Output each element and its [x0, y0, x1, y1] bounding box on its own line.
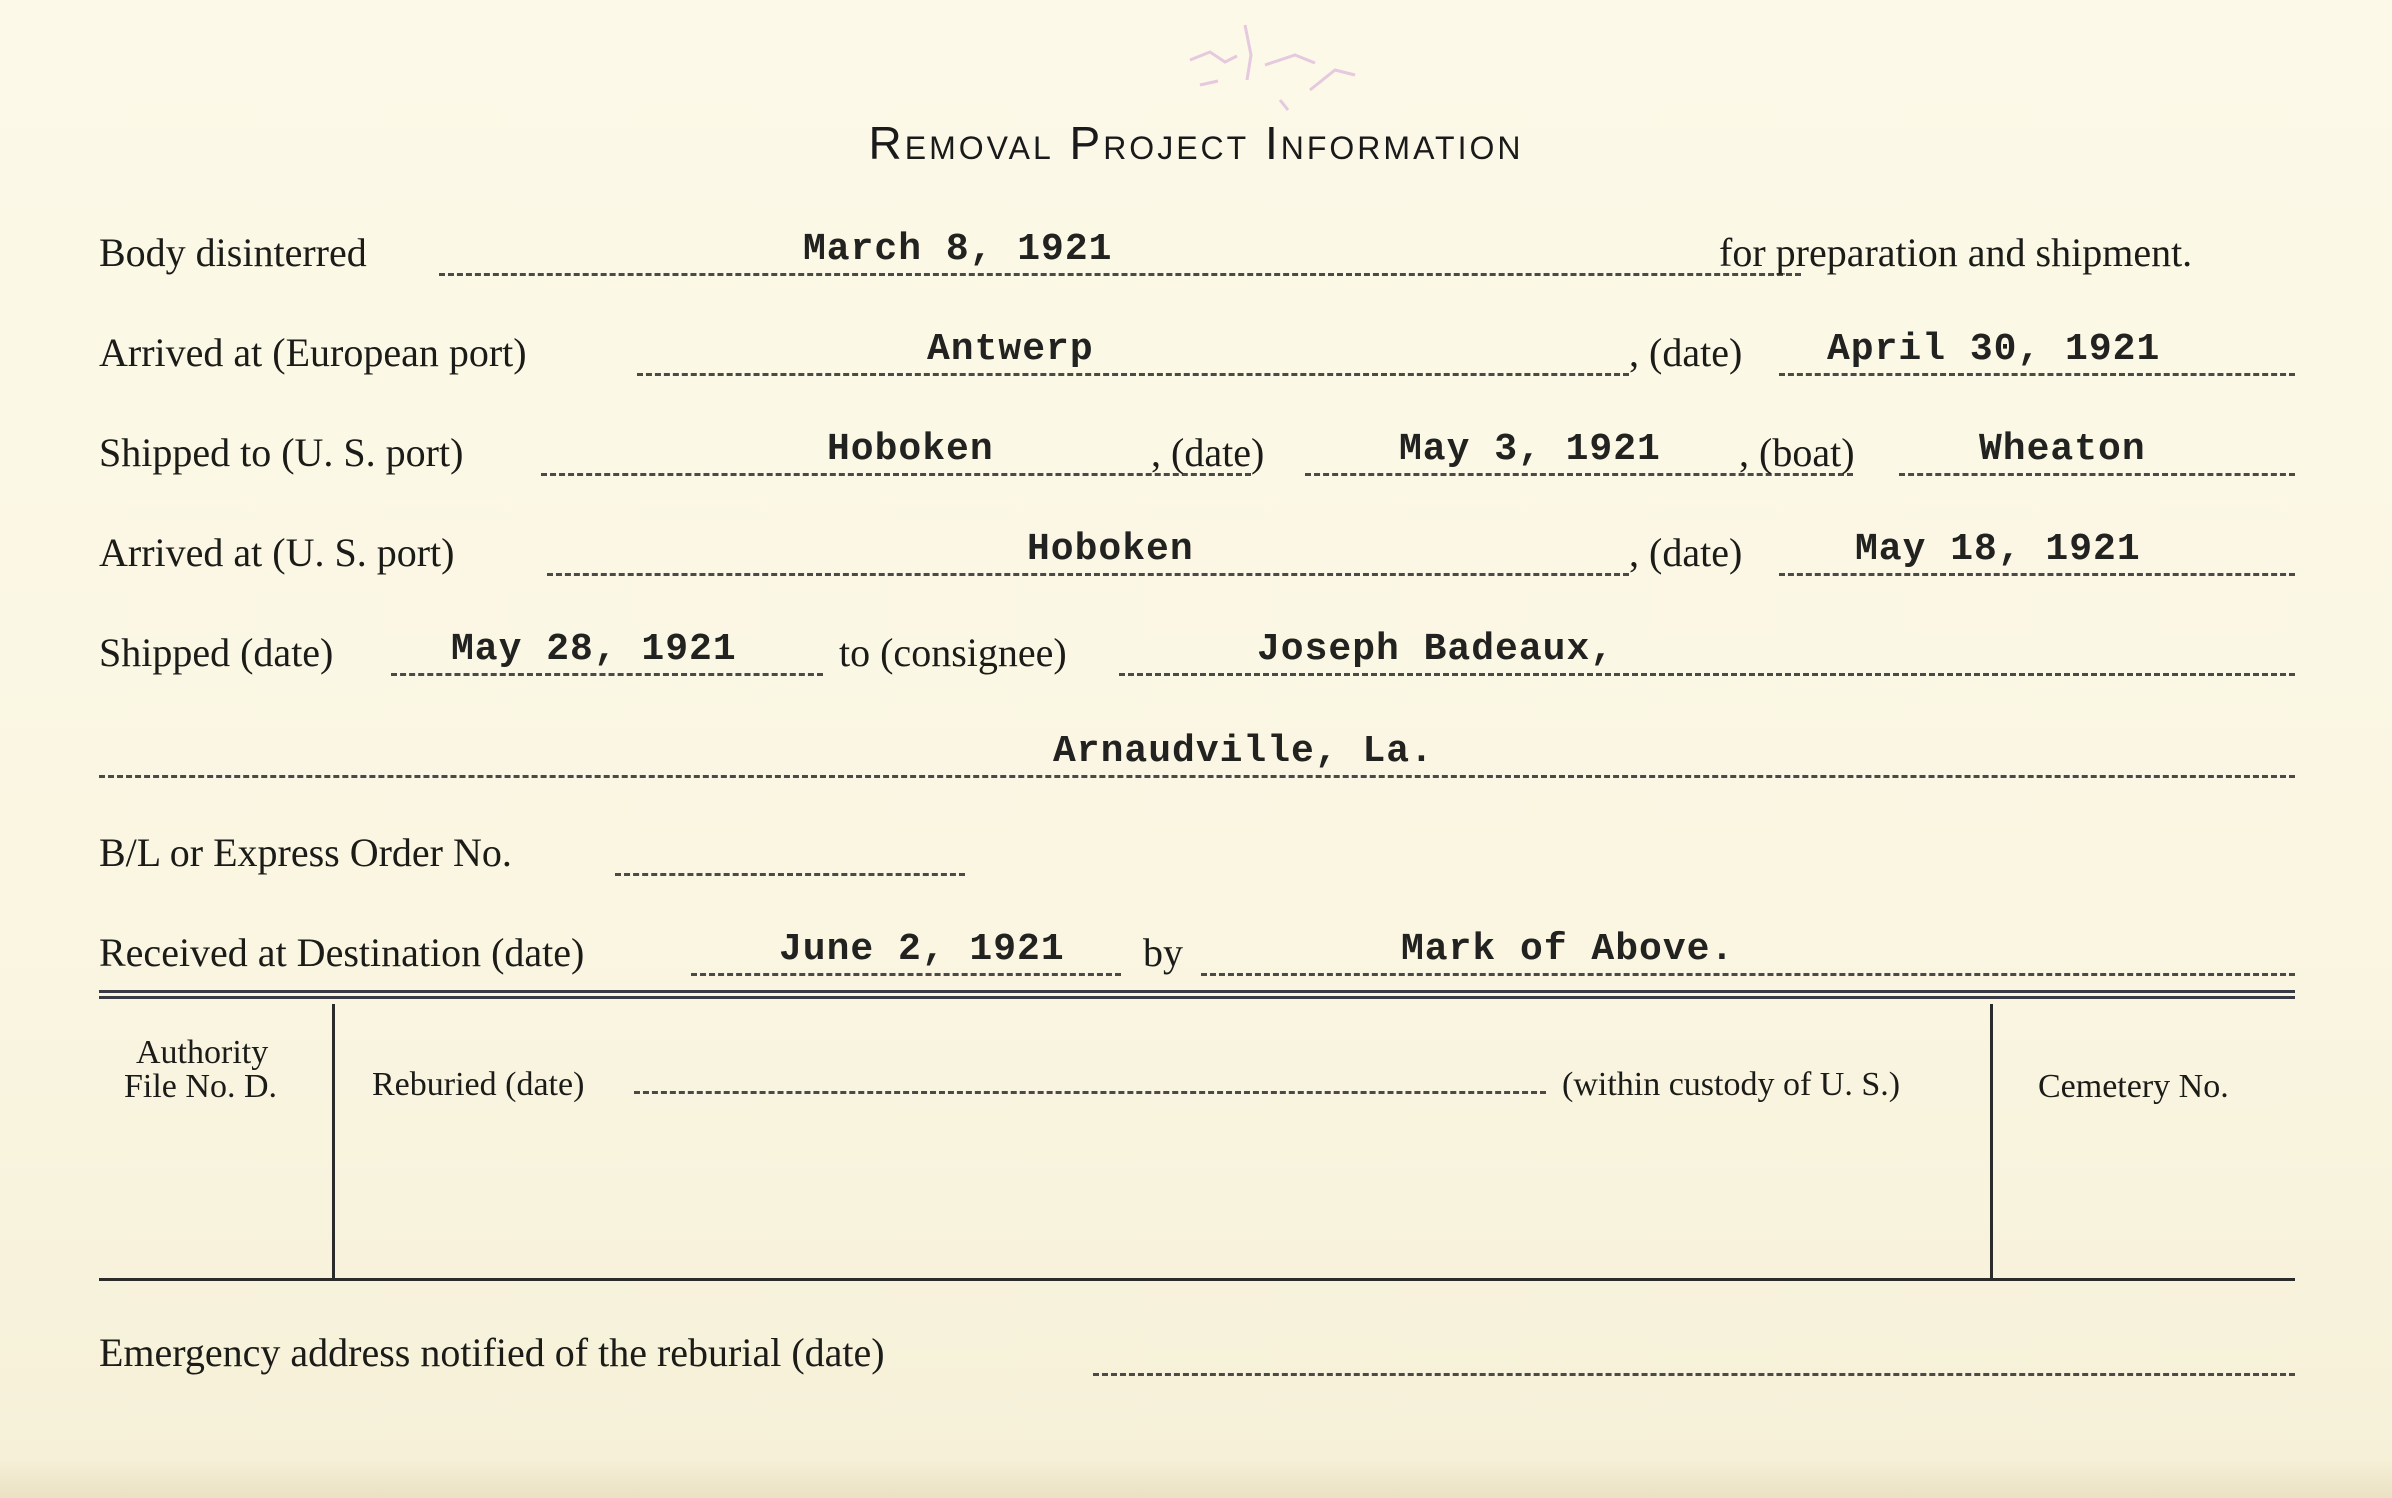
- reburied-label: Reburied (date): [372, 1066, 585, 1103]
- shipped-us-boat-label: , (boat): [1739, 430, 1855, 475]
- bl-order-line[interactable]: [615, 828, 965, 876]
- row-arrived-us: [99, 528, 2295, 598]
- authority-label: Authority: [136, 1034, 269, 1071]
- row-body-disinterred: [99, 228, 2295, 298]
- shipped-us-date-label: , (date): [1151, 430, 1265, 475]
- reburied-date-line[interactable]: [634, 1054, 1546, 1094]
- shipped-us-label: Shipped to (U. S. port): [99, 430, 464, 475]
- consignee-address-value: Arnaudville, La.: [1053, 730, 1434, 773]
- bl-order-label: B/L or Express Order No.: [99, 830, 512, 875]
- shipped-date-label: Shipped (date): [99, 630, 334, 675]
- purple-stamp-mark: [1170, 5, 1390, 115]
- shipped-us-port-value: Hoboken: [827, 428, 994, 471]
- arrived-us-date-value: May 18, 1921: [1855, 528, 2141, 571]
- stamp-smudge-icon: [1170, 5, 1390, 115]
- shipped-us-boat-value: Wheaton: [1979, 428, 2146, 471]
- arrived-us-port-value: Hoboken: [1027, 528, 1194, 571]
- emergency-label: Emergency address notified of the reburial (date): [99, 1330, 885, 1375]
- table-right-divider: [1990, 1004, 1993, 1278]
- arrived-us-label: Arrived at (U. S. port): [99, 530, 455, 575]
- row-shipped: [99, 628, 2295, 698]
- body-disinterred-suffix: for preparation and shipment.: [1719, 230, 2193, 275]
- arrived-european-date-value: April 30, 1921: [1827, 328, 2161, 371]
- table-left-divider: [332, 1004, 335, 1278]
- row-emergency: [99, 1328, 2295, 1398]
- arrived-european-port-line[interactable]: [637, 328, 1629, 376]
- arrived-european-label: Arrived at (European port): [99, 330, 527, 375]
- received-date-label: Received at Destination (date): [99, 930, 585, 975]
- received-date-value: June 2, 1921: [779, 928, 1065, 971]
- emergency-date-line[interactable]: [1093, 1328, 2295, 1376]
- arrived-european-port-value: Antwerp: [927, 328, 1094, 371]
- arrived-european-date-label: , (date): [1629, 330, 1743, 375]
- shipped-us-date-value: May 3, 1921: [1399, 428, 1661, 471]
- custody-label: (within custody of U. S.): [1562, 1066, 1901, 1103]
- received-by-line[interactable]: [1201, 928, 2295, 976]
- consignee-value: Joseph Badeaux,: [1257, 628, 1615, 671]
- arrived-us-date-label: , (date): [1629, 530, 1743, 575]
- row-received: [99, 928, 2295, 998]
- body-disinterred-label: Body disinterred: [99, 230, 367, 275]
- form-title: Removal Project Information: [868, 117, 1524, 169]
- table-bottom-rule: [99, 1278, 2295, 1281]
- shipped-date-value: May 28, 1921: [451, 628, 737, 671]
- double-rule-divider: [99, 990, 2295, 999]
- received-by-label: by: [1143, 930, 1183, 975]
- authority-file-label: File No. D.: [124, 1068, 277, 1105]
- row-shipped-us: [99, 428, 2295, 498]
- row-consignee-address: [99, 730, 2295, 800]
- body-disinterred-line[interactable]: [439, 228, 1801, 276]
- body-disinterred-value: March 8, 1921: [803, 228, 1113, 271]
- consignee-label: to (consignee): [839, 630, 1067, 675]
- received-by-value: Mark of Above.: [1401, 928, 1735, 971]
- row-bl-order: [99, 828, 2295, 898]
- cemetery-label: Cemetery No.: [2038, 1068, 2229, 1105]
- row-arrived-european: [99, 328, 2295, 398]
